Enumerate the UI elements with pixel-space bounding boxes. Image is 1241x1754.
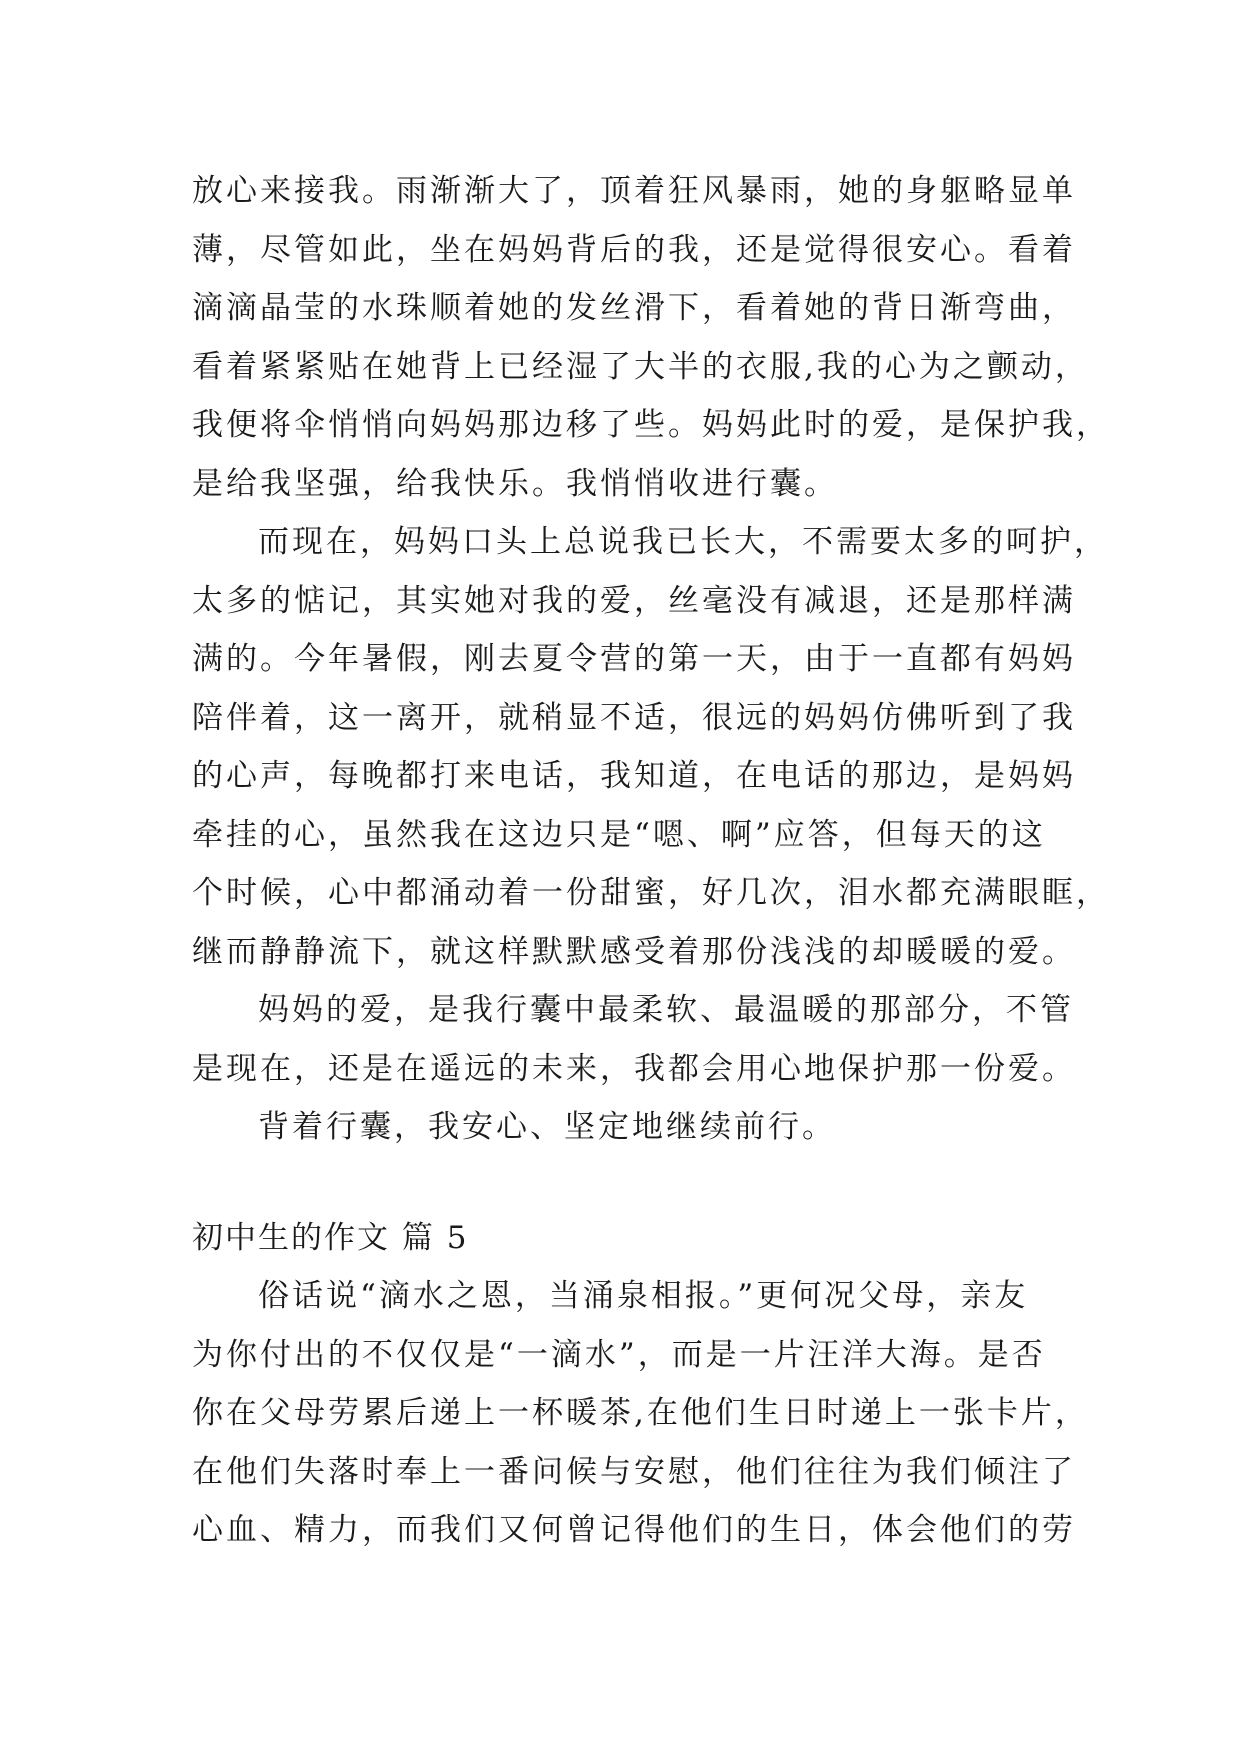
paragraph-continuation [192, 162, 1110, 513]
text-line: 而现在，妈妈口头上总说我已长大，不需要太多的呵护， [258, 524, 1108, 560]
text-line: 为你付出的不仅仅是“一滴水”，而是一片汪洋大海。是否 [192, 1336, 1046, 1373]
text-line: 是现在，还是在遥远的未来，我都会用心地保护那一份爱。 [192, 1050, 1076, 1087]
text-line: 看着紧紧贴在她背上已经湿了大半的衣服,我的心为之颤动， [192, 348, 1089, 385]
document-body [192, 162, 1110, 1560]
text-line: 我便将伞悄悄向妈妈那边移了些。妈妈此时的爱，是保护我， [192, 407, 1110, 443]
text-line: 满的。今年暑假，刚去夏令营的第一天，由于一直都有妈妈 [192, 641, 1076, 677]
text-line: 是给我坚强，给我快乐。我悄悄收进行囊。 [192, 465, 838, 502]
text-line: 在他们失落时奉上一番问候与安慰，他们往往为我们倾注了 [192, 1453, 1076, 1490]
text-line: 俗话说“滴水之恩，当涌泉相报。”更何况父母，亲友 [258, 1278, 1029, 1314]
text-line: 陪伴着，这一离开，就稍显不适，很远的妈妈仿佛听到了我 [192, 699, 1076, 736]
text-line: 放心来接我。雨渐渐大了，顶着狂风暴雨，她的身躯略显单 [192, 173, 1076, 209]
section-heading: 初中生的作文 篇 5 [192, 1219, 469, 1256]
text-line: 薄，尽管如此，坐在妈妈背后的我，还是觉得很安心。看着 [192, 231, 1076, 268]
text-line: 个时候，心中都涌动着一份甜蜜，好几次，泪水都充满眼眶， [192, 875, 1110, 911]
text-line: 继而静静流下，就这样默默感受着那份浅浅的却暖暖的爱。 [192, 933, 1076, 970]
text-line: 滴滴晶莹的水珠顺着她的发丝滑下，看着她的背日渐弯曲， [192, 290, 1076, 326]
paragraph-proverb [192, 1267, 1089, 1560]
section-spacer [192, 1157, 1072, 1209]
text-line: 心血、精力，而我们又何曾记得他们的生日，体会他们的劳 [192, 1512, 1076, 1548]
text-line: 背着行囊，我安心、坚定地继续前行。 [258, 1109, 836, 1145]
text-line: 太多的惦记，其实她对我的爱，丝毫没有减退，还是那样满 [192, 582, 1076, 619]
paragraph-end [192, 1098, 1072, 1157]
text-line: 你在父母劳累后递上一杯暖茶,在他们生日时递上一张卡片， [192, 1395, 1089, 1431]
text-line: 的心声，每晚都打来电话，我知道，在电话的那边，是妈妈 [192, 758, 1076, 794]
paragraph-love [192, 981, 1076, 1098]
text-line: 妈妈的爱，是我行囊中最柔软、最温暖的那部分，不管 [258, 992, 1074, 1028]
text-line: 牵挂的心，虽然我在这边只是“嗯、啊”应答，但每天的这 [192, 816, 1046, 853]
paragraph-now [192, 513, 1110, 981]
